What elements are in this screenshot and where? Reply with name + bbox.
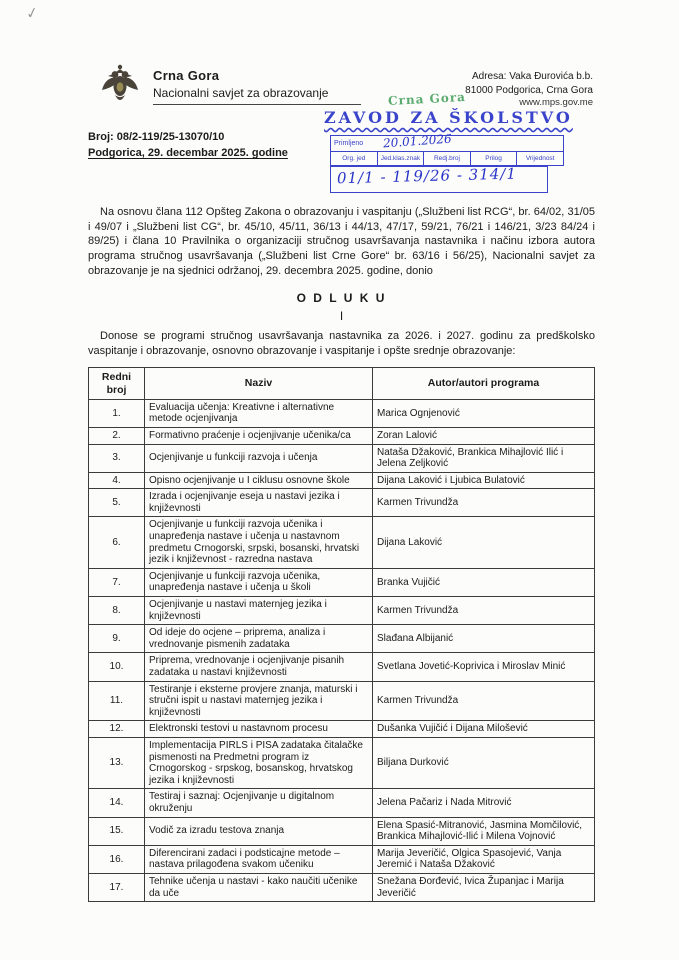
row-title: Tehnike učenja u nastavi - kako naučiti učenike da uče xyxy=(145,873,373,901)
row-number: 1. xyxy=(89,399,145,427)
table-row xyxy=(89,653,595,681)
row-title: Testiranje i eksterne provjere znanja, maturski i stručni ispit u nastavi maternjeg jezika i književnosti xyxy=(145,681,373,721)
programs-table xyxy=(88,367,595,902)
table-row xyxy=(89,427,595,444)
row-title: Ocjenjivanje u funkciji razvoja učenika i unapređenja nastave i učenja u nastavnom predmetu Crnogorski, srpski, bosanski, hrvatski jezik i književnost - razredna nastava xyxy=(145,517,373,568)
row-number: 3. xyxy=(89,444,145,472)
row-number: 8. xyxy=(89,597,145,625)
stamp-grid xyxy=(330,131,564,166)
table-row xyxy=(89,597,595,625)
row-title: Opisno ocjenjivanje u I ciklusu osnovne škole xyxy=(145,472,373,489)
table-row xyxy=(89,472,595,489)
stamp-field-vrijednost: Vrijednost xyxy=(525,155,555,162)
row-authors: Karmen Trivundža xyxy=(373,681,595,721)
row-authors: Elena Spasić-Mitranović, Jasmina Momčilović, Brankica Mihajlović-Ilić i Milena Vojnović xyxy=(373,817,595,845)
header-redni-broj: Redni broj xyxy=(89,368,145,399)
org-country: Crna Gora xyxy=(153,68,220,83)
row-authors: Dušanka Vujičić i Dijana Milošević xyxy=(373,721,595,738)
row-title: Testiraj i saznaj: Ocjenjivanje u digitalnom okruženju xyxy=(145,789,373,817)
row-title: Od ideje do ocjene – priprema, analiza i vrednovanje pismenih zadataka xyxy=(145,625,373,653)
row-title: Diferencirani zadaci i podsticajne metode – nastava prilagođena svakom učeniku xyxy=(145,845,373,873)
header-naziv: Naziv xyxy=(145,368,373,399)
table-header-row xyxy=(89,368,595,399)
stamp-field-klas: Jed.klas.znak xyxy=(378,152,425,165)
row-number: 17. xyxy=(89,873,145,901)
stamp-field-prilog: Prilog xyxy=(471,152,518,165)
decision-title: O D L U K U xyxy=(296,291,387,306)
section-number: I xyxy=(339,309,344,324)
address-city: 81000 Podgorica, Crna Gora xyxy=(465,84,593,96)
row-number: 9. xyxy=(89,625,145,653)
org-institution: Nacionalni savjet za obrazovanje xyxy=(153,86,361,105)
row-authors: Karmen Trivundža xyxy=(373,597,595,625)
row-authors: Svetlana Jovetić-Koprivica i Miroslav Minić xyxy=(373,653,595,681)
row-number: 6. xyxy=(89,517,145,568)
row-authors: Dijana Laković i Ljubica Bulatović xyxy=(373,472,595,489)
table-row xyxy=(89,817,595,845)
document-number: Broj: 08/2-119/25-13070/10 xyxy=(88,131,225,143)
stamp-handwritten-number: 01/1 - 119/26 - 314/1 xyxy=(336,164,518,188)
row-title: Implementacija PIRLS i PISA zadataka čitalačke pismenosti na Predmetni program iz Crnogorskog - srpskog, bosanskog, hrvatskog jezika i književnosti xyxy=(145,737,373,788)
row-authors: Zoran Lalović xyxy=(373,427,595,444)
row-title: Priprema, vrednovanje i ocjenjivanje pisanih zadataka u nastavi književnosti xyxy=(145,653,373,681)
row-authors: Nataša Džaković, Brankica Mihajlović Ilić i Jelena Zeljković xyxy=(373,444,595,472)
row-authors: Karmen Trivundža xyxy=(373,489,595,517)
row-title: Izrada i ocjenjivanje eseja u nastavi jezika i književnosti xyxy=(145,489,373,517)
document-place-date: Podgorica, 29. decembar 2025. godine xyxy=(88,146,288,159)
row-authors: Biljana Durković xyxy=(373,737,595,788)
row-title: Ocjenjivanje u funkciji razvoja učenika, unapređenja nastave i učenja u školi xyxy=(145,568,373,596)
table-row xyxy=(89,721,595,738)
decision-paragraph: Donose se programi stručnog usavršavanja nastavnika za 2026. i 2027. godinu za predškolsko vaspitanje i obrazovanje, osnovno obrazovanje i vaspitanje i opšte srednje obrazovanje: xyxy=(88,330,595,357)
row-authors: Branka Vujičić xyxy=(373,568,595,596)
row-title: Ocjenjivanje u nastavi maternjeg jezika i književnosti xyxy=(145,597,373,625)
row-authors: Slađana Albijanić xyxy=(373,625,595,653)
row-number: 12. xyxy=(89,721,145,738)
stamp-crna-gora: Crna Gora xyxy=(387,89,467,109)
row-authors: Snežana Đorđević, Ivica Županjac i Marija Jeveričić xyxy=(373,873,595,901)
stamp-field-redbroj: Redj.broj xyxy=(424,152,471,165)
program-table-body xyxy=(89,399,595,901)
stamp-received-date: 20.01.2026 xyxy=(382,131,453,151)
row-number: 2. xyxy=(89,427,145,444)
table-row xyxy=(89,625,595,653)
stamp-field-org: Org. jed xyxy=(331,152,378,165)
address-line: Adresa: Vaka Đurovića b.b. xyxy=(472,71,593,82)
row-number: 11. xyxy=(89,681,145,721)
row-number: 13. xyxy=(89,737,145,788)
row-title: Ocjenjivanje u funkciji razvoja i učenja xyxy=(145,444,373,472)
row-authors: Marica Ognjenović xyxy=(373,399,595,427)
table-row xyxy=(89,568,595,596)
table-row xyxy=(89,399,595,427)
row-title: Elektronski testovi u nastavnom procesu xyxy=(145,721,373,738)
row-authors: Marija Jeveričić, Olgica Spasojević, Vanja Jeremić i Nataša Džaković xyxy=(373,845,595,873)
legal-basis-paragraph: Na osnovu člana 112 Opšteg Zakona o obrazovanju i vaspitanju („Službeni list RCG“, br. 64/02, 31/05 i 49/07 i „Službeni list CG“, br. 45/10, 45/11, 36/13 i 44/13, 47/17, 59/21, 76/21 i 146/21, 3/23 84/24 i 89/25) i člana 10 Pravilnika o organizaciji stručnog usavršavanja nastavnika i načinu izbora autora programa stručnog usavršavanja („Službeni list Crne Gore“ br. 63/16 i 56/25), Nacionalni savjet za obrazovanje je na sjednici održanoj, 29. decembra 2025. godine, donio xyxy=(88,206,595,277)
row-number: 14. xyxy=(89,789,145,817)
row-number: 4. xyxy=(89,472,145,489)
table-row xyxy=(89,489,595,517)
document-meta xyxy=(88,130,288,162)
table-row xyxy=(89,737,595,788)
coat-of-arms xyxy=(100,64,140,106)
row-number: 15. xyxy=(89,817,145,845)
table-row xyxy=(89,845,595,873)
row-number: 16. xyxy=(89,845,145,873)
row-number: 5. xyxy=(89,489,145,517)
table-row xyxy=(89,681,595,721)
stamp-received-label: Primljeno xyxy=(334,140,364,147)
stamp-number-box xyxy=(330,166,548,193)
table-row xyxy=(89,873,595,901)
website-link[interactable]: www.mps.gov.me xyxy=(519,97,593,108)
header-autor: Autor/autori programa xyxy=(373,368,595,399)
double-eagle-emblem xyxy=(100,64,140,106)
table-row xyxy=(89,517,595,568)
row-authors: Jelena Pačariz i Nada Mitrović xyxy=(373,789,595,817)
row-title: Formativno praćenje i ocjenjivanje učenika/ca xyxy=(145,427,373,444)
row-number: 10. xyxy=(89,653,145,681)
table-row xyxy=(89,444,595,472)
row-title: Vodič za izradu testova znanja xyxy=(145,817,373,845)
document-body xyxy=(88,205,595,902)
pen-mark: ✓ xyxy=(24,3,41,24)
stamp-institution: ZAVOD ZA ŠKOLSTVO xyxy=(324,108,573,127)
row-title: Evaluacija učenja: Kreativne i alternativne metode ocjenjivanja xyxy=(145,399,373,427)
table-row xyxy=(89,789,595,817)
row-authors: Dijana Laković xyxy=(373,517,595,568)
row-number: 7. xyxy=(89,568,145,596)
